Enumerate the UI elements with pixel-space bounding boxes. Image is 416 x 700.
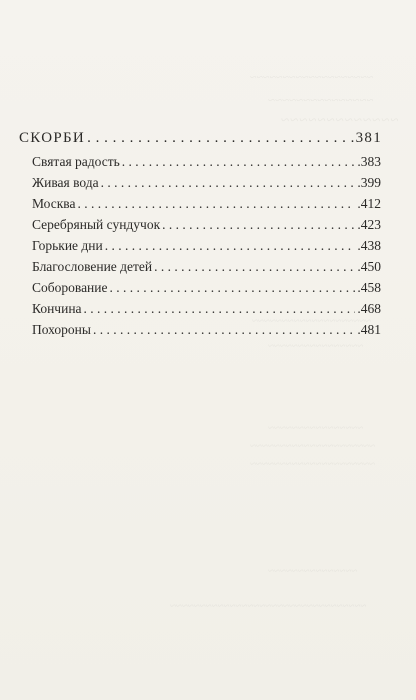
toc-item-row[interactable]: [32, 301, 381, 317]
dot-leader: [162, 217, 355, 233]
toc-item-row[interactable]: [32, 196, 381, 212]
dot-leader: [101, 175, 356, 191]
bleed-through-text: ~~~~~~~~~~~~~~~: [268, 565, 358, 577]
toc-section-row[interactable]: [19, 130, 382, 147]
bleed-through-text: ~~~~~~~~~~~~~~~~: [268, 340, 364, 352]
dot-leader: [78, 196, 356, 212]
dot-leader: [105, 238, 356, 254]
toc-item-page: .399: [357, 175, 381, 190]
toc-item-title: Благословение детей: [32, 259, 153, 274]
toc-item-page: .383: [357, 154, 381, 169]
toc-item-row[interactable]: [32, 175, 381, 191]
toc-item-page: .468: [357, 301, 381, 316]
toc-item-title: Живая вода: [32, 175, 99, 190]
bleed-through-text: ~~~~~~~~~~~~~~~: [268, 92, 374, 107]
dot-leader: [87, 130, 354, 147]
bleed-through-text: ~~~~~~~~~~~~~: [280, 113, 399, 129]
toc-section-title: СКОРБИ: [19, 130, 86, 146]
toc-item-page: .450: [357, 259, 381, 274]
toc-item-row[interactable]: [32, 259, 381, 275]
toc-item-row[interactable]: [32, 238, 381, 254]
toc-section-page: 381: [355, 130, 382, 146]
toc-item-row[interactable]: [32, 217, 381, 233]
dot-leader: [122, 154, 356, 170]
bleed-through-text: ~~~~~~~~~~~~~~~~~~~~~~~~~~~~~~~~~: [170, 600, 367, 612]
bleed-through-text: ~~~~~~~~~~~~~~~~~~~: [250, 70, 374, 84]
toc-item-title: Похороны: [32, 322, 91, 337]
toc-item-title: Кончина: [32, 301, 82, 316]
dot-leader: [93, 322, 355, 338]
toc-item-title: Горькие дни: [32, 238, 103, 253]
bleed-through-text: ~~~~~~~~~~~~~~~~~~~~: [252, 315, 372, 327]
toc-item-row[interactable]: [32, 322, 381, 338]
toc-item-row[interactable]: [32, 154, 381, 170]
dot-leader: [84, 301, 356, 317]
dot-leader: [110, 280, 356, 296]
toc-item-title: Серебряный сундучок: [32, 217, 161, 232]
dot-leader: [154, 259, 355, 275]
toc-item-row[interactable]: [32, 280, 381, 296]
toc-item-title: Соборование: [32, 280, 108, 295]
toc-item-page: .423: [357, 217, 381, 232]
toc-item-title: Москва: [32, 196, 76, 211]
bleed-through-text: ~~~~~~~~~~~~~~~~~~~~~: [250, 440, 375, 452]
toc-item-page: .481: [357, 322, 381, 337]
toc-item-page: .438: [357, 238, 381, 253]
bleed-through-text: ~~~~~~~~~~~~~~~~: [268, 422, 364, 434]
toc-item-page: .458: [357, 280, 381, 295]
toc-item-title: Святая радость: [32, 154, 120, 169]
bleed-through-text: ~~~~~~~~~~~~~~~~~~~~~: [250, 458, 375, 470]
toc-item-page: .412: [357, 196, 381, 211]
